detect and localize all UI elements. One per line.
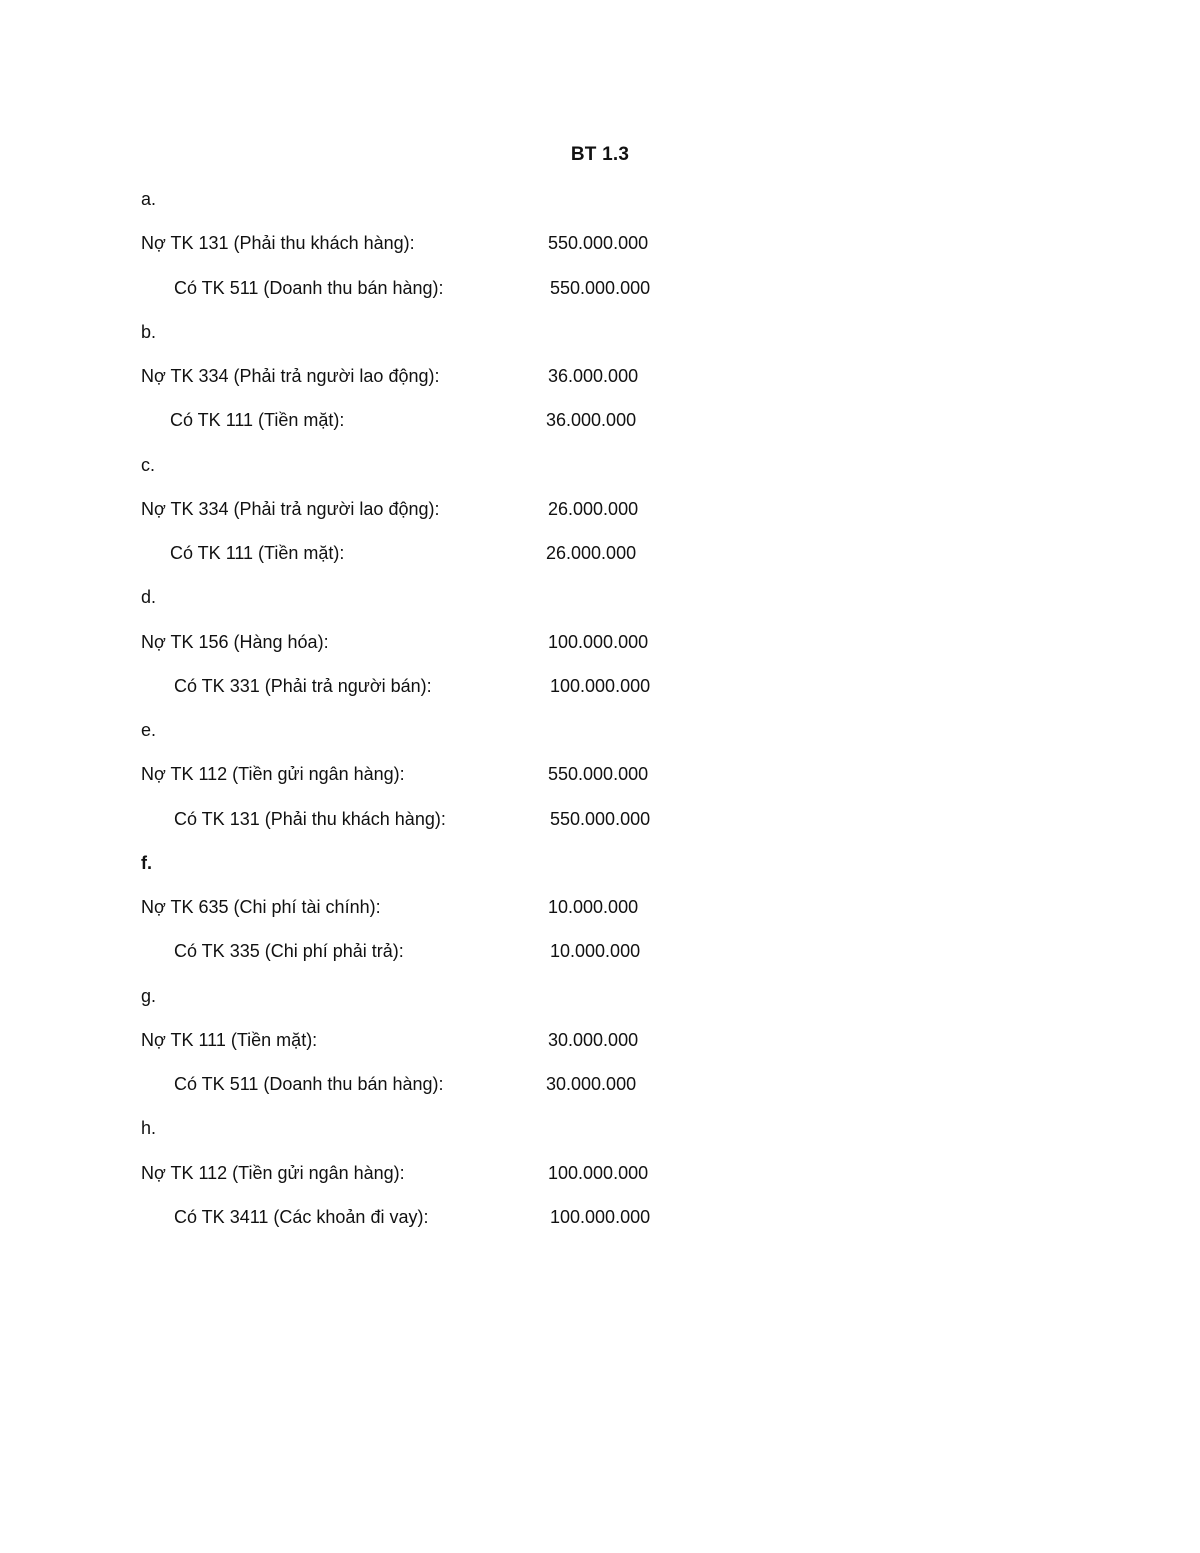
debit-account: Nợ TK 635 (Chi phí tài chính): [141,897,381,917]
debit-amount: 30.000.000 [548,1029,639,1050]
debit-account: Nợ TK 156 (Hàng hóa): [141,631,329,652]
debit-row [0,494,1200,538]
entry-letter: e. [141,720,157,740]
debit-amount: 550.000.000 [548,233,649,254]
credit-account: Có TK 511 (Doanh thu bán hàng): [174,1074,444,1094]
debit-account: Nợ TK 334 (Phải trả người lao động): [141,366,440,386]
credit-row [0,538,1200,582]
entry-letter-row [0,317,1200,361]
entry-letter: f. [141,852,152,873]
debit-row [0,759,1200,803]
credit-account: Có TK 131 (Phải thu khách hàng): [174,808,446,829]
credit-amount: 550.000.000 [550,808,651,829]
debit-row [0,627,1200,671]
debit-amount: 10.000.000 [548,897,639,917]
credit-account: Có TK 511 (Doanh thu bán hàng): [174,277,444,298]
credit-amount: 100.000.000 [550,1206,651,1227]
debit-row [0,228,1200,272]
credit-row [0,1069,1200,1113]
entry-letter-row [0,981,1200,1025]
credit-row [0,405,1200,449]
debit-row [0,1025,1200,1069]
debit-amount: 100.000.000 [548,1162,649,1183]
entry-letter-row [0,1113,1200,1157]
credit-amount: 30.000.000 [546,1074,637,1094]
entry-letter-row [0,450,1200,494]
entry-letter: a. [141,189,157,209]
credit-account: Có TK 331 (Phải trả người bán): [174,675,432,696]
journal-entries [0,184,1200,1246]
entry-letter: c. [141,454,156,475]
credit-amount: 36.000.000 [546,410,637,431]
entry-letter-row [0,848,1200,892]
debit-row [0,1158,1200,1202]
debit-amount: 100.000.000 [548,631,649,652]
credit-amount: 100.000.000 [550,675,651,696]
entry-letter: b. [141,321,157,342]
credit-row [0,671,1200,715]
debit-row [0,892,1200,936]
credit-account: Có TK 335 (Chi phí phải trả): [174,941,404,962]
debit-account: Nợ TK 334 (Phải trả người lao động): [141,498,440,519]
credit-account: Có TK 3411 (Các khoản đi vay): [174,1206,429,1227]
debit-amount: 550.000.000 [548,764,649,785]
debit-amount: 36.000.000 [548,366,639,386]
credit-row [0,1202,1200,1246]
debit-account: Nợ TK 112 (Tiền gửi ngân hàng): [141,1162,405,1183]
credit-amount: 10.000.000 [550,941,641,962]
debit-account: Nợ TK 131 (Phải thu khách hàng): [141,233,415,254]
credit-row [0,936,1200,980]
debit-row [0,361,1200,405]
debit-account: Nợ TK 112 (Tiền gửi ngân hàng): [141,764,405,785]
debit-account: Nợ TK 111 (Tiền mặt): [141,1029,318,1050]
credit-amount: 550.000.000 [550,277,651,298]
entry-letter: d. [141,587,157,608]
credit-row [0,804,1200,848]
entry-letter: g. [141,985,157,1006]
entry-letter-row [0,715,1200,759]
entry-letter-row [0,184,1200,228]
entry-letter: h. [141,1118,157,1139]
credit-account: Có TK 111 (Tiền mặt): [170,543,345,563]
debit-amount: 26.000.000 [548,498,639,519]
credit-row [0,273,1200,317]
entry-letter-row [0,582,1200,626]
document-title: BT 1.3 [570,144,630,165]
credit-account: Có TK 111 (Tiền mặt): [170,410,345,431]
credit-amount: 26.000.000 [546,543,637,563]
